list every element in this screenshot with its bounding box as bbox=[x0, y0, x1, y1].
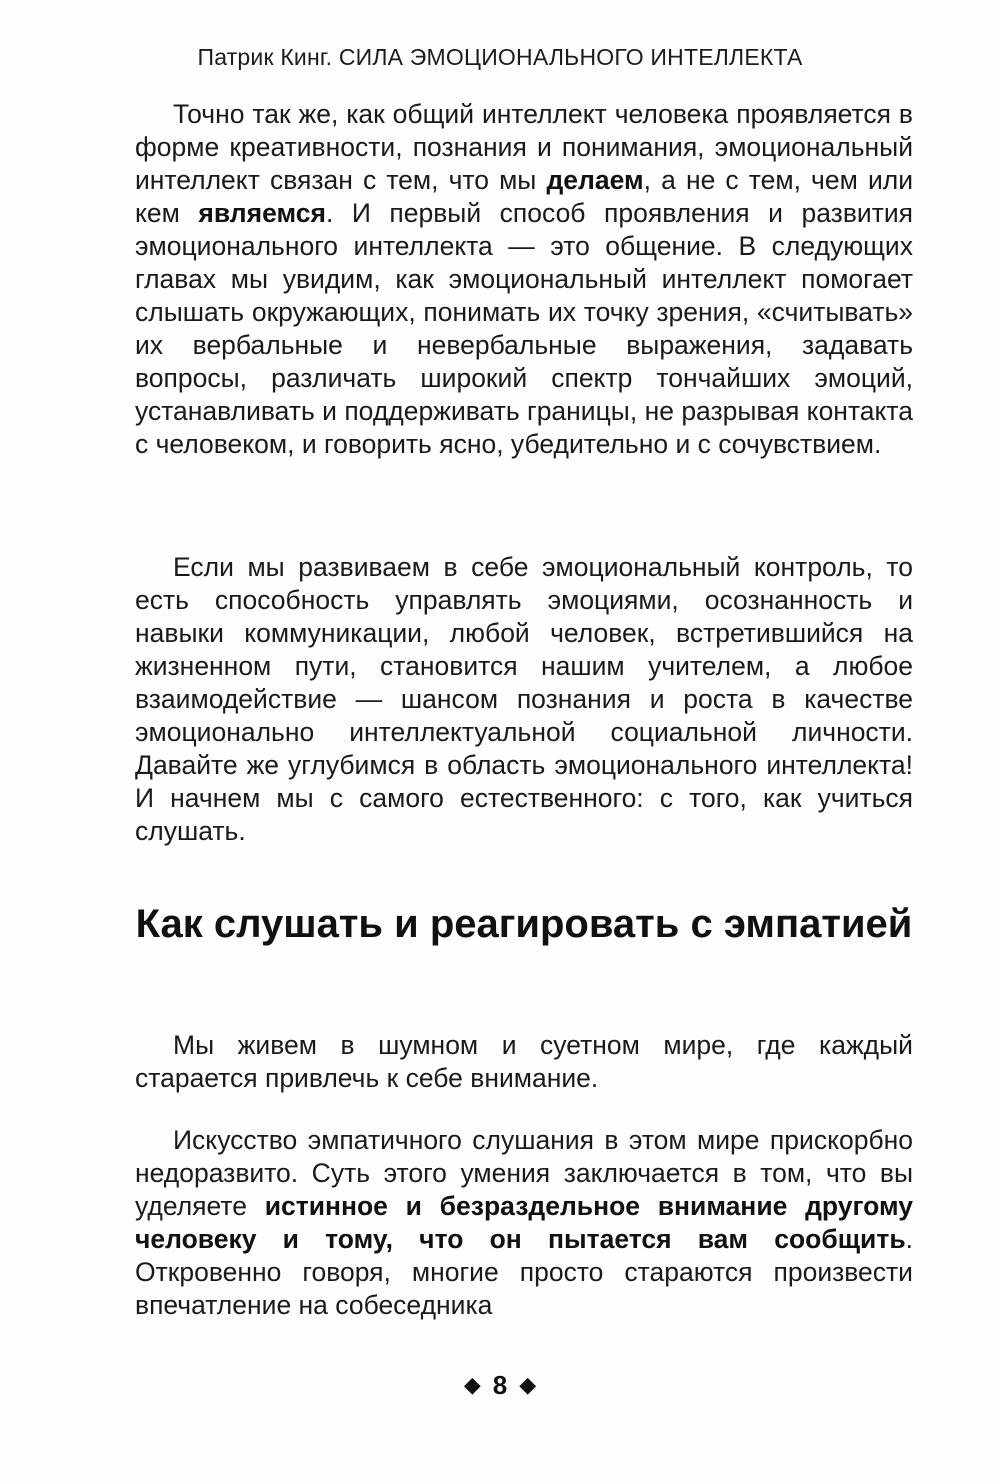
paragraph-3 bbox=[135, 1029, 913, 1095]
paragraph-4-bold: истинное и безраздельное внимание другому человеку и тому, что он пытается вам сообщить bbox=[135, 1191, 913, 1254]
diamond-right-icon: ◆ bbox=[519, 1372, 537, 1397]
paragraph-2 bbox=[135, 551, 913, 848]
paragraph-1 bbox=[135, 98, 913, 461]
diamond-left-icon: ◆ bbox=[463, 1372, 481, 1397]
paragraph-4 bbox=[135, 1124, 913, 1322]
paragraph-1-bold-b: являемся bbox=[198, 198, 326, 228]
paragraph-1-text-b: , а не с тем, чем или кем bbox=[135, 165, 914, 228]
page-number: 8 bbox=[492, 1370, 508, 1400]
paragraph-1-text-c: . И первый способ проявления и развития эмоционального интеллекта — это общение. В следующих главах мы увидим, как эмоциональный интеллект помогает слышать окружающих, понимать их точку зрения, «считывать» их вербальные и невербальные выражения, задавать вопросы, различать широкий спектр тончайших эмоций, устанавливать и поддерживать границы, не разрывая контакта с человеком, и говорить ясно, убедительно и с сочувствием. bbox=[135, 198, 914, 459]
running-head: Патрик Кинг. СИЛА ЭМОЦИОНАЛЬНОГО ИНТЕЛЛЕКТА bbox=[197, 44, 803, 70]
paragraph-4-text-b: . Откровенно говоря, многие просто стараются произвести впечатление на собеседника bbox=[135, 1224, 913, 1320]
section-heading: Как слушать и реагировать с эмпатией bbox=[135, 902, 913, 946]
paragraph-1-text-a: Точно так же, как общий интеллект человека проявляется в форме креативности, познания и понимания, эмоциональный интеллект связан с тем, что мы bbox=[135, 99, 913, 195]
paragraph-1-bold-a: делаем bbox=[546, 165, 644, 195]
paragraph-3-text: Мы живем в шумном и суетном мире, где каждый старается привлечь к себе внимание. bbox=[135, 1030, 913, 1093]
paragraph-2-text: Если мы развиваем в себе эмоциональный контроль, то есть способность управлять эмоциями, осознанность и навыки коммуникации, любой человек, встретившийся на жизненном пути, становится нашим учителем, а любое взаимодействие — шансом познания и роста в качестве эмоционально интеллектуальной социальной личности. Давайте же углубимся в область эмоционального интеллекта! И начнем мы с самого естественного: с того, как учиться слушать. bbox=[135, 552, 913, 846]
page-footer bbox=[0, 1370, 1000, 1401]
paragraph-4-text-a: Искусство эмпатичного слушания в этом мире прискорбно недоразвито. Суть этого умения заключается в том, что вы уделяете bbox=[135, 1125, 913, 1221]
